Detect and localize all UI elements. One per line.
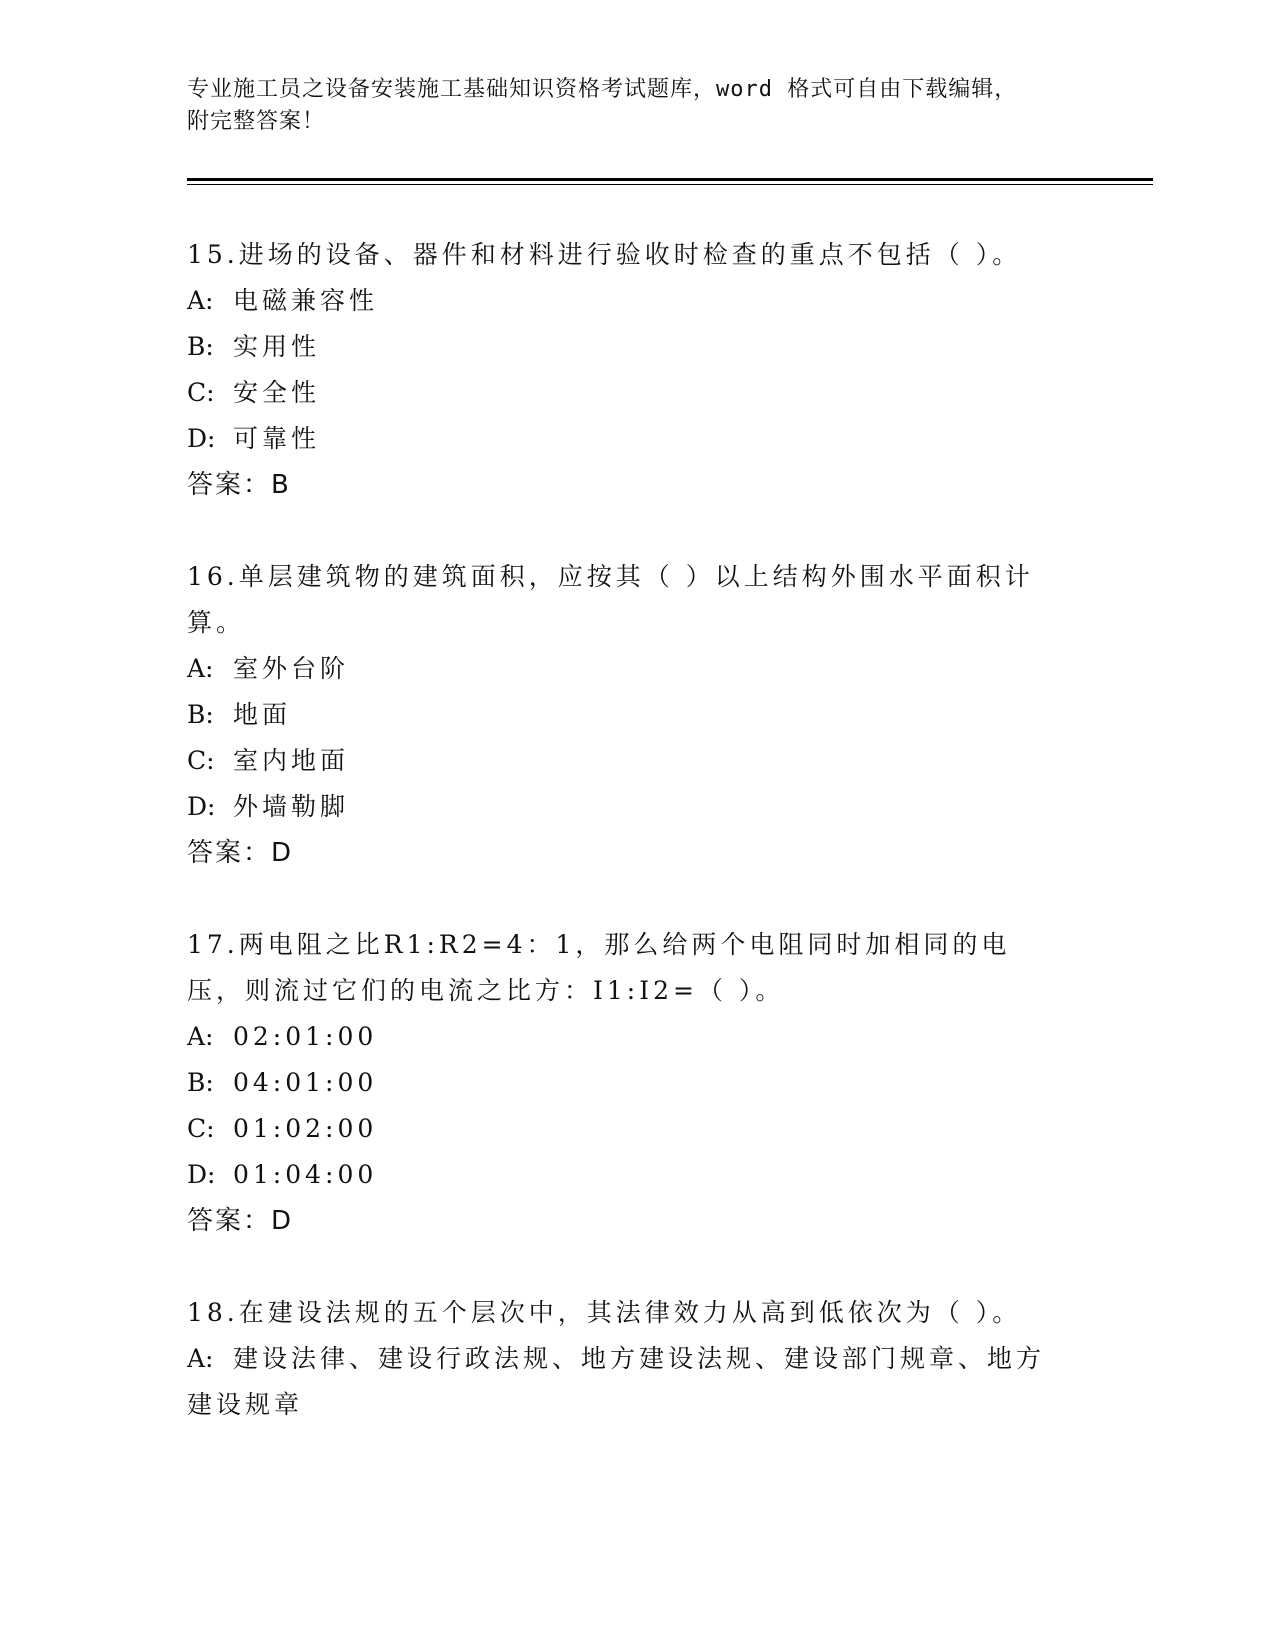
option-letter: C:	[187, 1114, 215, 1143]
option-letter: D:	[187, 1160, 216, 1189]
option-letter: A:	[187, 654, 214, 683]
option-text: 01:02:00	[233, 1114, 378, 1143]
option-a	[187, 646, 1087, 692]
option-text: 实用性	[233, 332, 321, 361]
option-d	[187, 784, 1087, 830]
option-a	[187, 278, 1087, 324]
option-letter: C:	[187, 746, 215, 775]
question-17	[187, 922, 1087, 1244]
option-letter: B:	[187, 700, 214, 729]
answer-line: 答案：D	[187, 1206, 294, 1236]
option-text: 室外台阶	[233, 654, 350, 683]
option-text: 安全性	[233, 378, 321, 407]
option-letter: D:	[187, 424, 216, 453]
document-header	[187, 74, 1067, 138]
option-letter: A:	[187, 286, 214, 315]
option-b	[187, 1060, 1087, 1106]
option-d	[187, 416, 1087, 462]
option-c	[187, 738, 1087, 784]
option-text: 02:01:00	[233, 1022, 378, 1051]
option-text: 地面	[233, 700, 292, 729]
option-d	[187, 1152, 1087, 1198]
option-letter: A:	[187, 1344, 214, 1373]
question-list	[187, 232, 1087, 1474]
question-stem: 17.两电阻之比R1:R2=4：1，那么给两个电阻同时加相同的电压，则流过它们的电流之比方：I1:I2=（ ）。	[187, 930, 1011, 1005]
header-line-2: 附完整答案！	[187, 109, 326, 134]
question-16	[187, 554, 1087, 876]
question-stem: 16.单层建筑物的建筑面积，应按其（ ）以上结构外围水平面积计算。	[187, 562, 1034, 637]
option-a	[187, 1014, 1087, 1060]
option-text: 电磁兼容性	[233, 286, 379, 315]
header-divider-thin	[187, 184, 1153, 185]
option-text: 外墙勒脚	[233, 792, 350, 821]
option-letter: C:	[187, 378, 215, 407]
question-18	[187, 1290, 1087, 1428]
option-letter: A:	[187, 1022, 214, 1051]
option-c	[187, 1106, 1087, 1152]
option-text: 01:04:00	[233, 1160, 378, 1189]
option-letter: B:	[187, 332, 214, 361]
option-c	[187, 370, 1087, 416]
option-text: 04:01:00	[233, 1068, 378, 1097]
option-letter: D:	[187, 792, 216, 821]
option-text: 建设法律、建设行政法规、地方建设法规、建设部门规章、地方建设规章	[187, 1344, 1046, 1419]
option-a	[187, 1336, 1067, 1428]
question-stem: 15.进场的设备、器件和材料进行验收时检查的重点不包括（ ）。	[187, 240, 1022, 269]
header-line-1: 专业施工员之设备安装施工基础知识资格考试题库，word 格式可自由下载编辑，	[187, 77, 1018, 102]
question-15	[187, 232, 1087, 508]
option-letter: B:	[187, 1068, 214, 1097]
header-divider-thick	[187, 178, 1153, 181]
option-b	[187, 324, 1087, 370]
answer-line: 答案：B	[187, 470, 291, 500]
question-stem: 18.在建设法规的五个层次中，其法律效力从高到低依次为（ ）。	[187, 1298, 1022, 1327]
answer-line: 答案：D	[187, 838, 294, 868]
option-text: 可靠性	[233, 424, 321, 453]
option-text: 室内地面	[233, 746, 350, 775]
option-b	[187, 692, 1087, 738]
